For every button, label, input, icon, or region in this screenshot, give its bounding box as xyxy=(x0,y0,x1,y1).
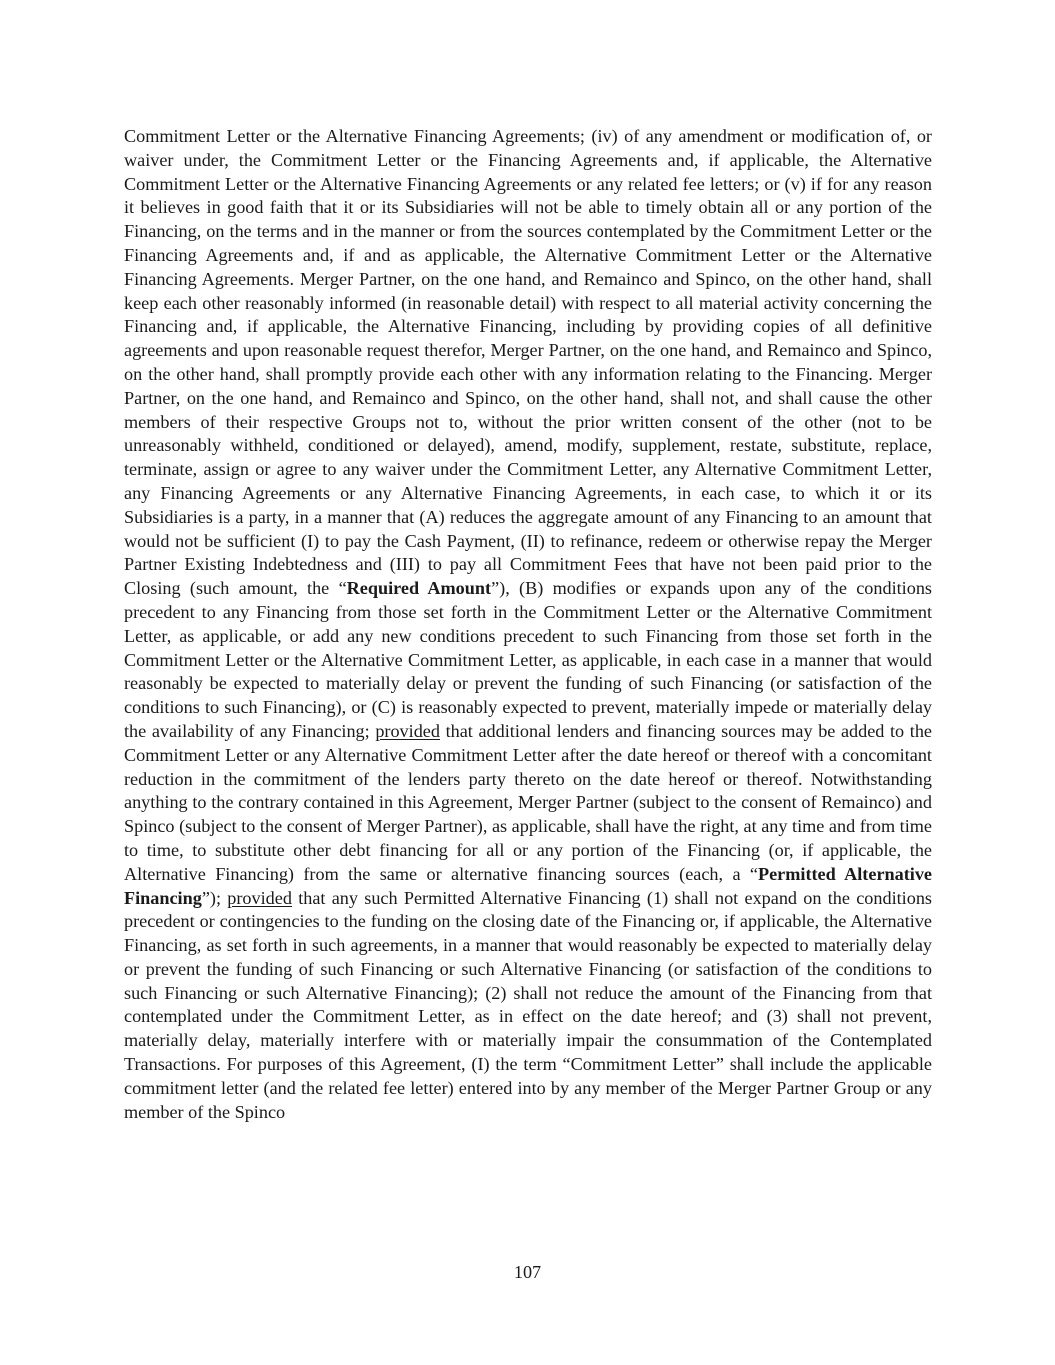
defined-term-required-amount: Required Amount xyxy=(346,578,492,599)
defined-term-permitted-alternative-financing: Permitted Alternative Financing xyxy=(124,863,932,908)
text-segment: ”); xyxy=(201,887,228,908)
underlined-term-provided: provided xyxy=(227,887,292,908)
body-paragraph xyxy=(124,125,932,1124)
text-segment: that any such Permitted Alternative Financing (1) shall not expand on the conditions precedent or contingencies to the funding on the closing date of the Financing or, if applicable, the Alternative Financing, as set forth in such agreements, in a manner that would reasonably be expected to materially delay or prevent the funding of such Financing or such Alternative Financing (or satisfaction of the conditions to such Financing or such Alternative Financing); (2) shall not reduce the amount of the Financing from that contemplated under the Commitment Letter, as in effect on the date hereof; and (3) shall not prevent, materially delay, materially interfere with or materially impair the consummation of the Contemplated Transactions. For purposes of this Agreement, (I) the term “Commitment Letter” shall include the applicable commitment letter (and the related fee letter) entered into by any member of the Merger Partner Group or any member of the Spinco xyxy=(124,887,932,1122)
text-segment: ”), (B) modifies or expands upon any of the conditions precedent to any Financing from those set forth in the Commitment Letter or the Alternative Commitment Letter, as applicable, or add any new conditions precedent to such Financing from those set forth in the Commitment Letter or the Alternative Commitment Letter, as applicable, in each case in a manner that would reasonably be expected to materially delay or prevent the funding of such Financing (or satisfaction of the conditions to such Financing), or (C) is reasonably expected to prevent, materially impede or materially delay the availability of any Financing; xyxy=(124,578,932,741)
text-segment: that additional lenders and financing sources may be added to the Commitment Letter or any Alternative Commitment Letter after the date hereof or thereof with a concomitant reduction in the commitment of the lenders party thereto on the date hereof or thereof. Notwithstanding anything to the contrary contained in this Agreement, Merger Partner (subject to the consent of Remainco) and Spinco (subject to the consent of Merger Partner), as applicable, shall have the right, at any time and from time to time, to substitute other debt financing for all or any portion of the Financing (or, if applicable, the Alternative Financing) from the same or alternative financing sources (each, a “ xyxy=(124,720,932,884)
text-segment: Commitment Letter or the Alternative Financing Agreements; (iv) of any amendment or modification of, or waiver under, the Commitment Letter or the Financing Agreements and, if applicable, the Alternative Commitment Letter or the Alternative Financing Agreements or any related fee letters; or (v) if for any reason it believes in good faith that it or its Subsidiaries will not be able to timely obtain all or any portion of the Financing, on the terms and in the manner or from the sources contemplated by the Commitment Letter or the Financing Agreements and, if and as applicable, the Alternative Commitment Letter or the Alternative Financing Agreements. Merger Partner, on the one hand, and Remainco and Spinco, on the other hand, shall keep each other reasonably informed (in reasonable detail) with respect to all material activity concerning the Financing and, if applicable, the Alternative Financing, including by providing copies of all definitive agreements and upon reasonable request therefor, Merger Partner, on the one hand, and Remainco and Spinco, on the other hand, shall promptly provide each other with any information relating to the Financing. Merger Partner, on the one hand, and Remainco and Spinco, on the other hand, shall not, and shall cause the other members of their respective Groups not to, without the prior written consent of the other (not to be unreasonably withheld, conditioned or delayed), amend, modify, supplement, restate, substitute, replace, terminate, assign or agree to any waiver under the Commitment Letter, any Alternative Commitment Letter, any Financing Agreements or any Alternative Financing Agreements, in each case, to which it or its Subsidiaries is a party, in a manner that (A) reduces the aggregate amount of any Financing to an amount that would not be sufficient (I) to pay the Cash Payment, (II) to refinance, redeem or otherwise repay the Merger Partner Existing Indebtedness and (III) to pay all Commitment Fees that have not been paid prior to the Closing (such amount, the “ xyxy=(124,126,932,599)
page-number: 107 xyxy=(513,1262,542,1282)
underlined-term-provided: provided xyxy=(375,720,440,741)
